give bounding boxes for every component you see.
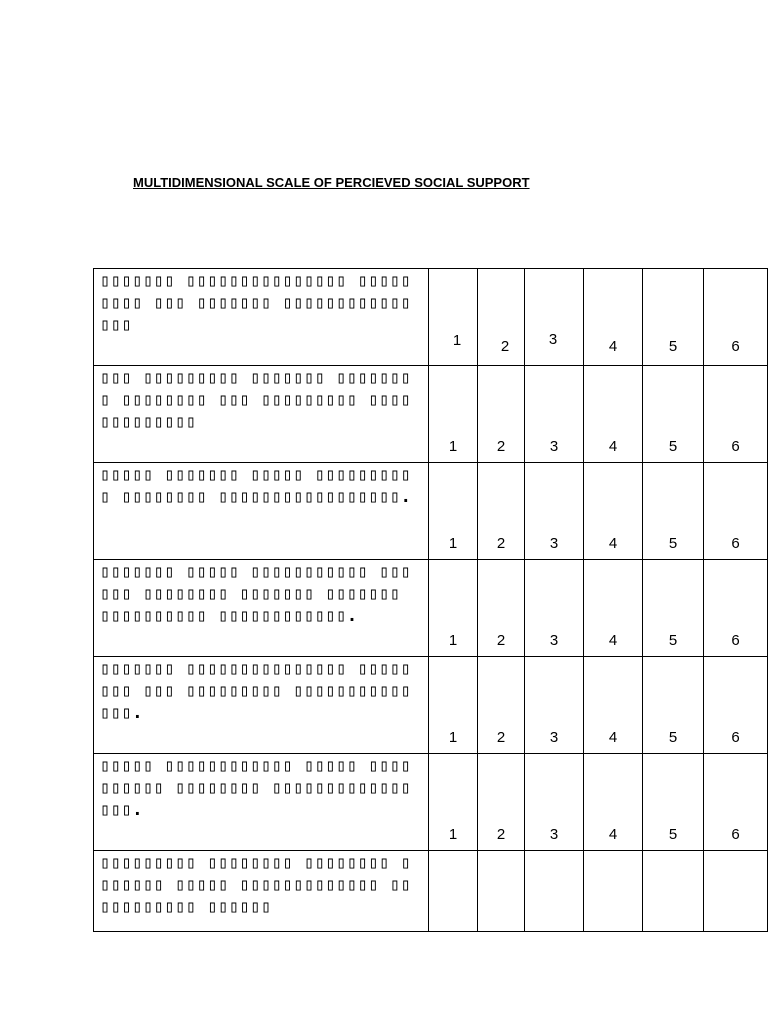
rating-cell[interactable] [643,269,704,366]
rating-value: 5 [668,438,678,455]
statement-cell [94,851,429,932]
rating-cell[interactable] [643,657,704,754]
rating-value: 5 [668,338,678,355]
rating-value: 1 [448,438,458,455]
statement-cell [94,463,429,560]
rating-cell[interactable] [429,366,478,463]
rating-cell[interactable] [584,851,643,932]
rating-cell[interactable] [525,657,584,754]
rating-cell[interactable] [643,754,704,851]
rating-cell[interactable] [478,560,525,657]
rating-cell[interactable] [429,851,478,932]
rating-value: 1 [448,729,458,746]
rating-cell[interactable] [704,754,768,851]
rating-value: 6 [731,438,740,455]
rating-cell[interactable] [704,269,768,366]
statement-text: ▯▯▯▯▯▯▯ ▯▯▯▯▯▯▯▯▯▯▯▯▯▯▯ ▯▯▯▯▯ ▯▯▯▯ ▯▯▯ ▯▯▯▯▯▯▯ ▯▯▯▯▯▯▯▯▯▯▯▯▯▯▯ [100,271,412,335]
rating-value: 2 [496,535,506,552]
rating-cell[interactable] [478,269,525,366]
table-row [94,463,768,560]
rating-cell[interactable] [643,560,704,657]
rating-cell[interactable] [525,560,584,657]
social-support-table [93,268,768,932]
rating-cell[interactable] [525,754,584,851]
rating-cell[interactable] [525,269,584,366]
statement-cell [94,269,429,366]
rating-cell[interactable] [525,366,584,463]
statement-text: ▯▯▯▯▯ ▯▯▯▯▯▯▯▯▯▯▯▯ ▯▯▯▯▯ ▯▯▯▯▯▯▯▯▯▯ ▯▯▯▯▯▯▯▯ ▯▯▯▯▯▯▯▯▯▯▯▯▯▯▯▯. [100,756,412,820]
rating-cell[interactable] [643,463,704,560]
rating-value: 3 [549,729,559,746]
rating-value: 2 [496,729,506,746]
rating-cell[interactable] [478,366,525,463]
rating-value: 2 [496,632,506,649]
rating-cell[interactable] [584,463,643,560]
rating-cell[interactable] [478,754,525,851]
rating-value: 1 [448,826,458,843]
statement-text: ▯▯▯ ▯▯▯▯▯▯▯▯▯ ▯▯▯▯▯▯▯ ▯▯▯▯▯▯▯▯ ▯▯▯▯▯▯▯▯ ▯▯▯ ▯▯▯▯▯▯▯▯▯ ▯▯▯▯▯▯▯▯▯▯▯▯▯ [100,368,412,432]
rating-value: 4 [608,438,618,455]
rating-cell[interactable] [429,269,478,366]
rating-value: 2 [496,826,506,843]
rating-cell[interactable] [584,657,643,754]
statement-cell [94,754,429,851]
rating-value: 1 [448,535,458,552]
rating-cell[interactable] [704,657,768,754]
rating-value: 4 [608,535,618,552]
table-row [94,269,768,366]
rating-cell[interactable] [584,269,643,366]
rating-value: 3 [549,438,559,455]
rating-cell[interactable] [584,560,643,657]
rating-value: 3 [549,632,559,649]
rating-value: 5 [668,632,678,649]
statement-text: ▯▯▯▯▯▯▯ ▯▯▯▯▯ ▯▯▯▯▯▯▯▯▯▯▯ ▯▯▯▯▯▯ ▯▯▯▯▯▯▯▯ ▯▯▯▯▯▯▯ ▯▯▯▯▯▯▯ ▯▯▯▯▯▯▯▯▯▯ ▯▯▯▯▯▯▯▯▯▯▯▯. [100,562,412,626]
table-row [94,657,768,754]
rating-cell[interactable] [429,657,478,754]
statement-text: ▯▯▯▯▯▯▯▯▯ ▯▯▯▯▯▯▯▯ ▯▯▯▯▯▯▯▯ ▯▯▯▯▯▯▯ ▯▯▯▯▯ ▯▯▯▯▯▯▯▯▯▯▯▯▯ ▯▯▯▯▯▯▯▯▯▯▯ ▯▯▯▯▯▯ [100,853,412,917]
rating-cell[interactable] [429,560,478,657]
rating-value: 3 [549,826,559,843]
rating-value: 3 [548,331,558,348]
rating-cell[interactable] [478,463,525,560]
rating-value: 4 [608,729,618,746]
rating-value: 5 [668,826,678,843]
rating-value: 6 [731,729,740,746]
page-title: MULTIDIMENSIONAL SCALE OF PERCIEVED SOCIAL SUPPORT [133,175,530,190]
statement-cell [94,366,429,463]
rating-cell[interactable] [525,851,584,932]
rating-value: 5 [668,729,678,746]
rating-value: 6 [731,826,740,843]
rating-cell[interactable] [584,366,643,463]
rating-value: 6 [731,632,740,649]
rating-value: 4 [608,826,618,843]
rating-value: 6 [731,535,740,552]
rating-cell[interactable] [478,657,525,754]
rating-value: 4 [608,632,618,649]
rating-cell[interactable] [704,366,768,463]
rating-cell[interactable] [643,851,704,932]
table-row [94,366,768,463]
rating-cell[interactable] [525,463,584,560]
rating-value: 5 [668,535,678,552]
statement-cell [94,560,429,657]
statement-text: ▯▯▯▯▯▯▯ ▯▯▯▯▯▯▯▯▯▯▯▯▯▯▯ ▯▯▯▯▯▯▯▯ ▯▯▯ ▯▯▯▯▯▯▯▯▯ ▯▯▯▯▯▯▯▯▯▯▯▯▯▯. [100,659,412,723]
rating-value: 1 [448,632,458,649]
rating-cell[interactable] [704,851,768,932]
rating-value: 1 [452,332,462,349]
rating-cell[interactable] [643,366,704,463]
table-row [94,560,768,657]
rating-cell[interactable] [704,560,768,657]
rating-cell[interactable] [429,463,478,560]
rating-value: 3 [549,535,559,552]
statement-text: ▯▯▯▯▯ ▯▯▯▯▯▯▯ ▯▯▯▯▯ ▯▯▯▯▯▯▯▯▯▯ ▯▯▯▯▯▯▯▯ ▯▯▯▯▯▯▯▯▯▯▯▯▯▯▯▯▯. [100,465,412,507]
rating-cell[interactable] [584,754,643,851]
rating-value: 4 [608,338,618,355]
rating-cell[interactable] [429,754,478,851]
table-row [94,754,768,851]
rating-value: 6 [731,338,740,355]
rating-cell[interactable] [478,851,525,932]
table-row [94,851,768,932]
rating-cell[interactable] [704,463,768,560]
statement-cell [94,657,429,754]
rating-value: 2 [500,338,510,355]
rating-value: 2 [496,438,506,455]
